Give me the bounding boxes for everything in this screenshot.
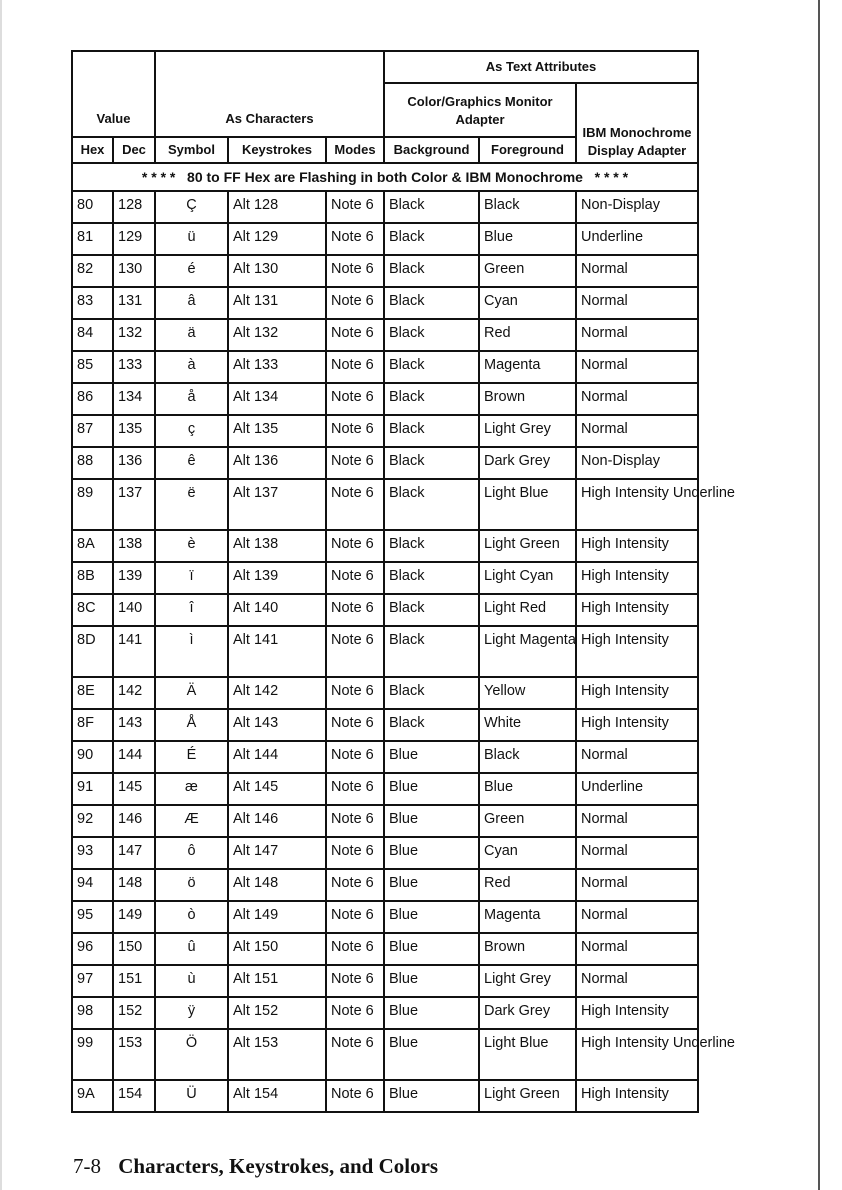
header-as-text-attributes: As Text Attributes — [384, 51, 698, 83]
cell-keystrokes: Alt 144 — [228, 741, 326, 773]
cell-ibm-attribute: Non-Display — [576, 191, 698, 223]
cell-keystrokes: Alt 137 — [228, 479, 326, 530]
cell-keystrokes: Alt 149 — [228, 901, 326, 933]
cell-modes: Note 6 — [326, 626, 384, 677]
cell-dec: 136 — [113, 447, 155, 479]
cell-ibm-attribute: High Intensity — [576, 594, 698, 626]
cell-symbol: ä — [155, 319, 228, 351]
cell-symbol: É — [155, 741, 228, 773]
cell-ibm-attribute: High Intensity — [576, 626, 698, 677]
cell-ibm-attribute: Normal — [576, 965, 698, 997]
cell-ibm-attribute: Normal — [576, 837, 698, 869]
table-row — [72, 287, 698, 319]
cell-modes: Note 6 — [326, 965, 384, 997]
cell-keystrokes: Alt 136 — [228, 447, 326, 479]
cell-background: Black — [384, 351, 479, 383]
cell-symbol: ì — [155, 626, 228, 677]
cell-ibm-attribute: Normal — [576, 351, 698, 383]
table-row — [72, 447, 698, 479]
cell-keystrokes: Alt 153 — [228, 1029, 326, 1080]
cell-foreground: Magenta — [479, 901, 576, 933]
cell-ibm-attribute: Normal — [576, 741, 698, 773]
cell-modes: Note 6 — [326, 1080, 384, 1112]
cell-symbol: ô — [155, 837, 228, 869]
cell-dec: 145 — [113, 773, 155, 805]
cell-background: Blue — [384, 805, 479, 837]
cell-hex: 9A — [72, 1080, 113, 1112]
cell-background: Black — [384, 626, 479, 677]
cell-foreground: Green — [479, 805, 576, 837]
cell-modes: Note 6 — [326, 773, 384, 805]
cell-background: Blue — [384, 997, 479, 1029]
cell-foreground: Black — [479, 741, 576, 773]
cell-keystrokes: Alt 151 — [228, 965, 326, 997]
cell-keystrokes: Alt 135 — [228, 415, 326, 447]
cell-modes: Note 6 — [326, 933, 384, 965]
cell-background: Black — [384, 594, 479, 626]
cell-background: Black — [384, 287, 479, 319]
cell-foreground: Dark Grey — [479, 997, 576, 1029]
cell-ibm-attribute: Normal — [576, 415, 698, 447]
table-body — [72, 191, 735, 1112]
cell-hex: 88 — [72, 447, 113, 479]
cell-background: Black — [384, 530, 479, 562]
cell-background: Black — [384, 709, 479, 741]
cell-ibm-attribute: Normal — [576, 805, 698, 837]
cell-symbol: Æ — [155, 805, 228, 837]
table-row — [72, 773, 698, 805]
cell-dec: 149 — [113, 901, 155, 933]
cell-symbol: ù — [155, 965, 228, 997]
table-row — [72, 223, 698, 255]
cell-ibm-attribute: High Intensity Underline — [576, 479, 698, 530]
cell-modes: Note 6 — [326, 869, 384, 901]
cell-dec: 130 — [113, 255, 155, 287]
cell-ibm-attribute: High Intensity — [576, 677, 698, 709]
cell-dec: 150 — [113, 933, 155, 965]
cell-foreground: Blue — [479, 223, 576, 255]
cell-modes: Note 6 — [326, 677, 384, 709]
cell-modes: Note 6 — [326, 594, 384, 626]
table-row — [72, 594, 698, 626]
cell-background: Blue — [384, 933, 479, 965]
cell-hex: 92 — [72, 805, 113, 837]
cell-symbol: æ — [155, 773, 228, 805]
cell-hex: 90 — [72, 741, 113, 773]
cell-dec: 140 — [113, 594, 155, 626]
cell-hex: 89 — [72, 479, 113, 530]
table-row — [72, 933, 698, 965]
header-symbol: Symbol — [155, 137, 228, 163]
cell-foreground: Black — [479, 191, 576, 223]
cell-dec: 134 — [113, 383, 155, 415]
cell-keystrokes: Alt 152 — [228, 997, 326, 1029]
cell-background: Blue — [384, 1029, 479, 1080]
header-ibm-monochrome-adapter: IBM Monochrome Display Adapter — [576, 83, 698, 163]
cell-keystrokes: Alt 147 — [228, 837, 326, 869]
cell-dec: 151 — [113, 965, 155, 997]
cell-foreground: Light Grey — [479, 415, 576, 447]
cell-hex: 94 — [72, 869, 113, 901]
cell-background: Black — [384, 479, 479, 530]
cell-dec: 129 — [113, 223, 155, 255]
cell-modes: Note 6 — [326, 741, 384, 773]
cell-background: Black — [384, 191, 479, 223]
cell-modes: Note 6 — [326, 287, 384, 319]
cell-hex: 8E — [72, 677, 113, 709]
header-hex: Hex — [72, 137, 113, 163]
cell-keystrokes: Alt 140 — [228, 594, 326, 626]
character-attribute-table — [71, 50, 735, 1113]
table-row — [72, 677, 698, 709]
cell-hex: 87 — [72, 415, 113, 447]
header-keystrokes: Keystrokes — [228, 137, 326, 163]
cell-dec: 147 — [113, 837, 155, 869]
cell-keystrokes: Alt 130 — [228, 255, 326, 287]
flashing-note: * * * * 80 to FF Hex are Flashing in both Color & IBM Monochrome * * * * — [72, 163, 698, 191]
cell-symbol: å — [155, 383, 228, 415]
cell-hex: 85 — [72, 351, 113, 383]
cell-dec: 132 — [113, 319, 155, 351]
cell-background: Blue — [384, 965, 479, 997]
cell-keystrokes: Alt 128 — [228, 191, 326, 223]
cell-keystrokes: Alt 132 — [228, 319, 326, 351]
cell-dec: 153 — [113, 1029, 155, 1080]
cell-keystrokes: Alt 138 — [228, 530, 326, 562]
cell-dec: 144 — [113, 741, 155, 773]
table-row — [72, 479, 698, 530]
cell-foreground: Cyan — [479, 837, 576, 869]
cell-keystrokes: Alt 145 — [228, 773, 326, 805]
cell-modes: Note 6 — [326, 901, 384, 933]
cell-foreground: Yellow — [479, 677, 576, 709]
table-row — [72, 869, 698, 901]
cell-background: Blue — [384, 1080, 479, 1112]
cell-ibm-attribute: High Intensity — [576, 997, 698, 1029]
cell-modes: Note 6 — [326, 223, 384, 255]
page-right-edge — [818, 0, 820, 1190]
cell-hex: 91 — [72, 773, 113, 805]
cell-foreground: Light Cyan — [479, 562, 576, 594]
header-modes: Modes — [326, 137, 384, 163]
cell-symbol: ò — [155, 901, 228, 933]
page-left-edge — [0, 0, 2, 1190]
header-value: Value — [72, 51, 155, 137]
cell-hex: 95 — [72, 901, 113, 933]
cell-hex: 8F — [72, 709, 113, 741]
cell-symbol: à — [155, 351, 228, 383]
cell-keystrokes: Alt 131 — [228, 287, 326, 319]
cell-dec: 131 — [113, 287, 155, 319]
cell-hex: 80 — [72, 191, 113, 223]
cell-modes: Note 6 — [326, 255, 384, 287]
cell-foreground: Light Green — [479, 1080, 576, 1112]
cell-modes: Note 6 — [326, 530, 384, 562]
cell-dec: 142 — [113, 677, 155, 709]
table-row — [72, 1029, 698, 1080]
header-color-graphics-adapter: Color/Graphics Monitor Adapter — [384, 83, 576, 137]
table-row — [72, 562, 698, 594]
cell-hex: 93 — [72, 837, 113, 869]
cell-ibm-attribute: Underline — [576, 223, 698, 255]
cell-ibm-attribute: Normal — [576, 383, 698, 415]
cell-foreground: Light Blue — [479, 1029, 576, 1080]
cell-symbol: û — [155, 933, 228, 965]
cell-dec: 154 — [113, 1080, 155, 1112]
cell-modes: Note 6 — [326, 319, 384, 351]
cell-modes: Note 6 — [326, 1029, 384, 1080]
cell-modes: Note 6 — [326, 805, 384, 837]
cell-background: Blue — [384, 901, 479, 933]
cell-symbol: é — [155, 255, 228, 287]
table-row — [72, 383, 698, 415]
cell-dec: 143 — [113, 709, 155, 741]
cell-foreground: Light Red — [479, 594, 576, 626]
header-background: Background — [384, 137, 479, 163]
cell-hex: 86 — [72, 383, 113, 415]
cell-keystrokes: Alt 141 — [228, 626, 326, 677]
cell-keystrokes: Alt 148 — [228, 869, 326, 901]
page-number: 7-8 — [73, 1154, 101, 1178]
cell-ibm-attribute: High Intensity Underline — [576, 1029, 698, 1080]
cell-hex: 83 — [72, 287, 113, 319]
cell-keystrokes: Alt 133 — [228, 351, 326, 383]
cell-symbol: ë — [155, 479, 228, 530]
table-row — [72, 415, 698, 447]
table-row — [72, 965, 698, 997]
cell-hex: 8C — [72, 594, 113, 626]
cell-modes: Note 6 — [326, 709, 384, 741]
table-row — [72, 255, 698, 287]
cell-dec: 152 — [113, 997, 155, 1029]
cell-symbol: Ö — [155, 1029, 228, 1080]
cell-modes: Note 6 — [326, 351, 384, 383]
cell-foreground: Dark Grey — [479, 447, 576, 479]
cell-ibm-attribute: Normal — [576, 255, 698, 287]
cell-background: Blue — [384, 869, 479, 901]
cell-keystrokes: Alt 143 — [228, 709, 326, 741]
table-row — [72, 709, 698, 741]
cell-ibm-attribute: High Intensity — [576, 530, 698, 562]
cell-dec: 133 — [113, 351, 155, 383]
cell-keystrokes: Alt 134 — [228, 383, 326, 415]
cell-symbol: ü — [155, 223, 228, 255]
table-row — [72, 741, 698, 773]
cell-ibm-attribute: High Intensity — [576, 709, 698, 741]
cell-modes: Note 6 — [326, 837, 384, 869]
cell-hex: 8B — [72, 562, 113, 594]
cell-modes: Note 6 — [326, 562, 384, 594]
cell-symbol: Ä — [155, 677, 228, 709]
table-row — [72, 1080, 698, 1112]
cell-ibm-attribute: Non-Display — [576, 447, 698, 479]
cell-background: Blue — [384, 837, 479, 869]
cell-background: Black — [384, 677, 479, 709]
cell-hex: 97 — [72, 965, 113, 997]
cell-keystrokes: Alt 139 — [228, 562, 326, 594]
table-row — [72, 530, 698, 562]
cell-foreground: Light Green — [479, 530, 576, 562]
cell-modes: Note 6 — [326, 997, 384, 1029]
cell-foreground: Magenta — [479, 351, 576, 383]
cell-foreground: Light Blue — [479, 479, 576, 530]
cell-ibm-attribute: Normal — [576, 869, 698, 901]
cell-symbol: è — [155, 530, 228, 562]
cell-modes: Note 6 — [326, 383, 384, 415]
cell-symbol: î — [155, 594, 228, 626]
cell-hex: 96 — [72, 933, 113, 965]
cell-foreground: Cyan — [479, 287, 576, 319]
cell-dec: 138 — [113, 530, 155, 562]
table-row — [72, 191, 698, 223]
cell-keystrokes: Alt 142 — [228, 677, 326, 709]
cell-symbol: ö — [155, 869, 228, 901]
header-as-characters: As Characters — [155, 51, 384, 137]
table-row — [72, 351, 698, 383]
cell-ibm-attribute: Normal — [576, 287, 698, 319]
cell-ibm-attribute: Normal — [576, 933, 698, 965]
header-foreground: Foreground — [479, 137, 576, 163]
cell-dec: 128 — [113, 191, 155, 223]
cell-foreground: Light Grey — [479, 965, 576, 997]
cell-hex: 8D — [72, 626, 113, 677]
cell-symbol: ç — [155, 415, 228, 447]
cell-ibm-attribute: Normal — [576, 901, 698, 933]
cell-keystrokes: Alt 150 — [228, 933, 326, 965]
cell-symbol: ï — [155, 562, 228, 594]
cell-hex: 82 — [72, 255, 113, 287]
cell-background: Black — [384, 223, 479, 255]
cell-ibm-attribute: High Intensity — [576, 562, 698, 594]
cell-background: Black — [384, 562, 479, 594]
cell-ibm-attribute: High Intensity — [576, 1080, 698, 1112]
cell-foreground: Blue — [479, 773, 576, 805]
cell-dec: 137 — [113, 479, 155, 530]
cell-background: Black — [384, 447, 479, 479]
cell-ibm-attribute: Normal — [576, 319, 698, 351]
cell-hex: 98 — [72, 997, 113, 1029]
table-row — [72, 626, 698, 677]
cell-hex: 8A — [72, 530, 113, 562]
table-row — [72, 901, 698, 933]
cell-background: Blue — [384, 741, 479, 773]
cell-hex: 84 — [72, 319, 113, 351]
table-row — [72, 319, 698, 351]
table-row — [72, 805, 698, 837]
cell-keystrokes: Alt 129 — [228, 223, 326, 255]
cell-foreground: Light Magenta — [479, 626, 576, 677]
cell-background: Black — [384, 319, 479, 351]
page-footer — [73, 1154, 438, 1179]
cell-dec: 135 — [113, 415, 155, 447]
cell-ibm-attribute: Underline — [576, 773, 698, 805]
cell-modes: Note 6 — [326, 191, 384, 223]
cell-background: Black — [384, 255, 479, 287]
cell-symbol: â — [155, 287, 228, 319]
cell-modes: Note 6 — [326, 479, 384, 530]
cell-modes: Note 6 — [326, 447, 384, 479]
header-dec: Dec — [113, 137, 155, 163]
table-row — [72, 997, 698, 1029]
cell-foreground: Brown — [479, 933, 576, 965]
cell-background: Black — [384, 383, 479, 415]
cell-symbol: ê — [155, 447, 228, 479]
cell-dec: 146 — [113, 805, 155, 837]
cell-dec: 141 — [113, 626, 155, 677]
cell-symbol: Ç — [155, 191, 228, 223]
cell-foreground: Green — [479, 255, 576, 287]
cell-foreground: Red — [479, 319, 576, 351]
cell-background: Blue — [384, 773, 479, 805]
cell-symbol: ÿ — [155, 997, 228, 1029]
cell-hex: 99 — [72, 1029, 113, 1080]
cell-keystrokes: Alt 154 — [228, 1080, 326, 1112]
table-row — [72, 837, 698, 869]
cell-modes: Note 6 — [326, 415, 384, 447]
cell-keystrokes: Alt 146 — [228, 805, 326, 837]
cell-symbol: Å — [155, 709, 228, 741]
cell-dec: 139 — [113, 562, 155, 594]
cell-foreground: Brown — [479, 383, 576, 415]
chapter-title: Characters, Keystrokes, and Colors — [118, 1154, 439, 1178]
cell-foreground: Red — [479, 869, 576, 901]
cell-hex: 81 — [72, 223, 113, 255]
cell-background: Black — [384, 415, 479, 447]
cell-dec: 148 — [113, 869, 155, 901]
cell-foreground: White — [479, 709, 576, 741]
cell-symbol: Ü — [155, 1080, 228, 1112]
